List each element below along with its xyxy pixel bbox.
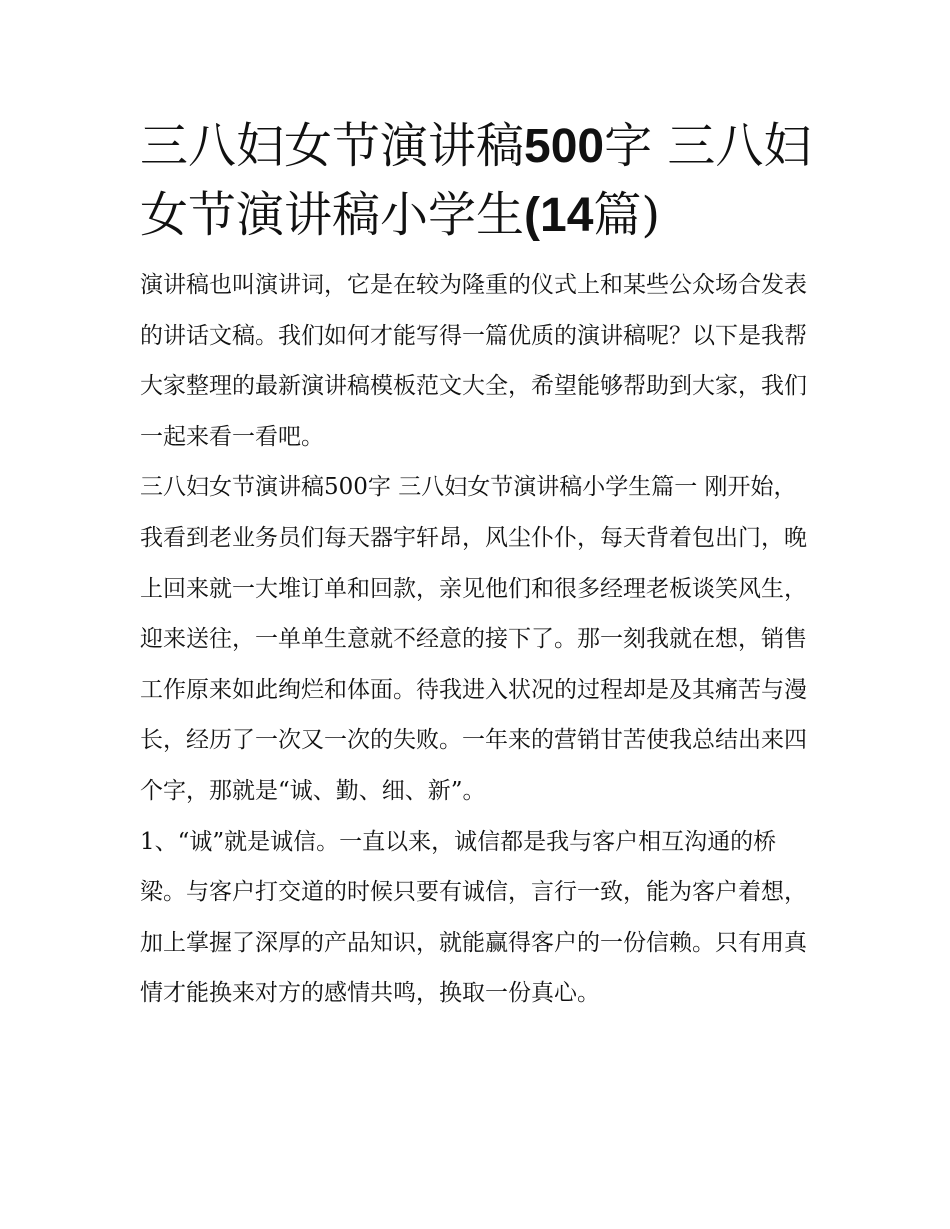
paragraph-intro: 演讲稿也叫演讲词，它是在较为隆重的仪式上和某些公众场合发表的讲话文稿。我们如何才能写得一篇优质的演讲稿呢？以下是我帮大家整理的最新演讲稿模板范文大全，希望能够帮助到大家，我们一起来看一看吧。 — [140, 272, 807, 450]
paragraph-section-heading: 三八妇女节演讲稿500字 三八妇女节演讲稿小学生篇一 刚开始， — [140, 474, 797, 501]
title-part-3: 篇) — [593, 187, 661, 243]
paragraph-honesty: 1、“诚”就是诚信。一直以来，诚信都是我与客户相互沟通的桥梁。与客户打交道的时候只要有诚信，言行一致，能为客户着想，加上掌握了深厚的产品知识，就能赢得客户的一份信赖。只有用真情才能换来对方的感情共鸣，换取一份真心。 — [140, 828, 807, 1007]
document-content — [140, 112, 820, 1019]
title-number-500: 500 — [524, 120, 605, 173]
paragraph-experience: 我看到老业务员们每天器宇轩昂，风尘仆仆，每天背着包出门，晚上回来就一大堆订单和回款，亲见他们和很多经理老板谈笑风生，迎来送往，一单单生意就不经意的接下了。那一刻我就在想，销售工作原来如此绚烂和体面。待我进入状况的过程却是及其痛苦与漫长，经历了一次又一次的失败。一年来的营销甘苦使我总结出来四个字，那就是“诚、勤、细、新”。 — [140, 524, 807, 804]
title-part-2: 字 三八妇女节演讲稿小学生 — [140, 118, 812, 243]
document-title — [140, 112, 820, 250]
title-count: (14 — [524, 189, 594, 242]
title-part-1: 三八妇女节演讲稿 — [140, 118, 525, 174]
